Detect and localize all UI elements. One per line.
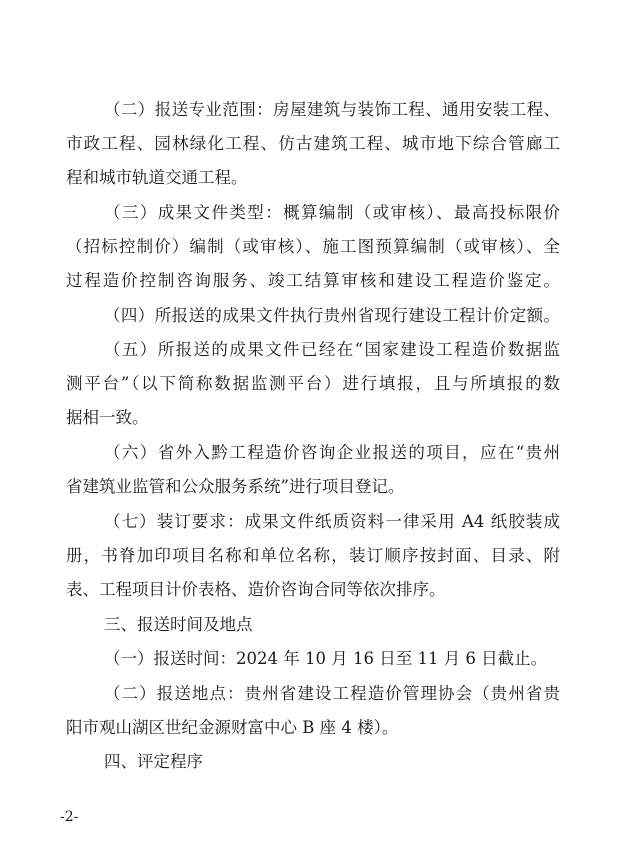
- paragraph-line: （二）报送专业范围：房屋建筑与装饰工程、通用安装工程、: [104, 100, 560, 119]
- paragraph-line: （二）报送地点：贵州省建设工程造价管理协会（贵州省贵: [104, 684, 560, 703]
- paragraph-line: （五）所报送的成果文件已经在“国家建设工程造价数据监: [104, 340, 560, 359]
- section-heading: 四、评定程序: [104, 752, 203, 771]
- paragraph-line: 据相一致。: [66, 408, 149, 427]
- page-number: -2-: [60, 809, 79, 825]
- paragraph-line: （七）装订要求：成果文件纸质资料一律采用 A4 纸胶装成: [104, 512, 560, 531]
- section-heading: 三、报送时间及地点: [104, 615, 253, 634]
- paragraph-line: 省建筑业监管和公众服务系统”进行项目登记。: [66, 477, 405, 496]
- paragraph-line: （一）报送时间：2024 年 10 月 16 日至 11 月 6 日截止。: [104, 649, 548, 668]
- paragraph-line: 阳市观山湖区世纪金源财富中心 B 座 4 楼）。: [66, 718, 399, 737]
- paragraph-line: 程和城市轨道交通工程。: [66, 168, 248, 187]
- paragraph-line: 册，书脊加印项目名称和单位名称，装订顺序按封面、目录、附: [66, 546, 560, 565]
- paragraph-line: 测平台”（以下简称数据监测平台）进行填报，且与所填报的数: [66, 374, 560, 393]
- paragraph-line: 过程造价控制咨询服务、竣工结算审核和建设工程造价鉴定。: [66, 271, 560, 290]
- paragraph-line: （招标控制价）编制（或审核）、施工图预算编制（或审核）、全: [66, 237, 560, 256]
- paragraph-line: （三）成果文件类型：概算编制（或审核）、最高投标限价: [104, 203, 560, 222]
- paragraph-line: 市政工程、园林绿化工程、仿古建筑工程、城市地下综合管廊工: [66, 134, 560, 153]
- paragraph-line: 表、工程项目计价表格、造价咨询合同等依次排序。: [66, 580, 446, 599]
- paragraph-line: （六）省外入黔工程造价咨询企业报送的项目，应在“贵州: [104, 443, 560, 462]
- paragraph-line: （四）所报送的成果文件执行贵州省现行建设工程计价定额。: [104, 306, 560, 325]
